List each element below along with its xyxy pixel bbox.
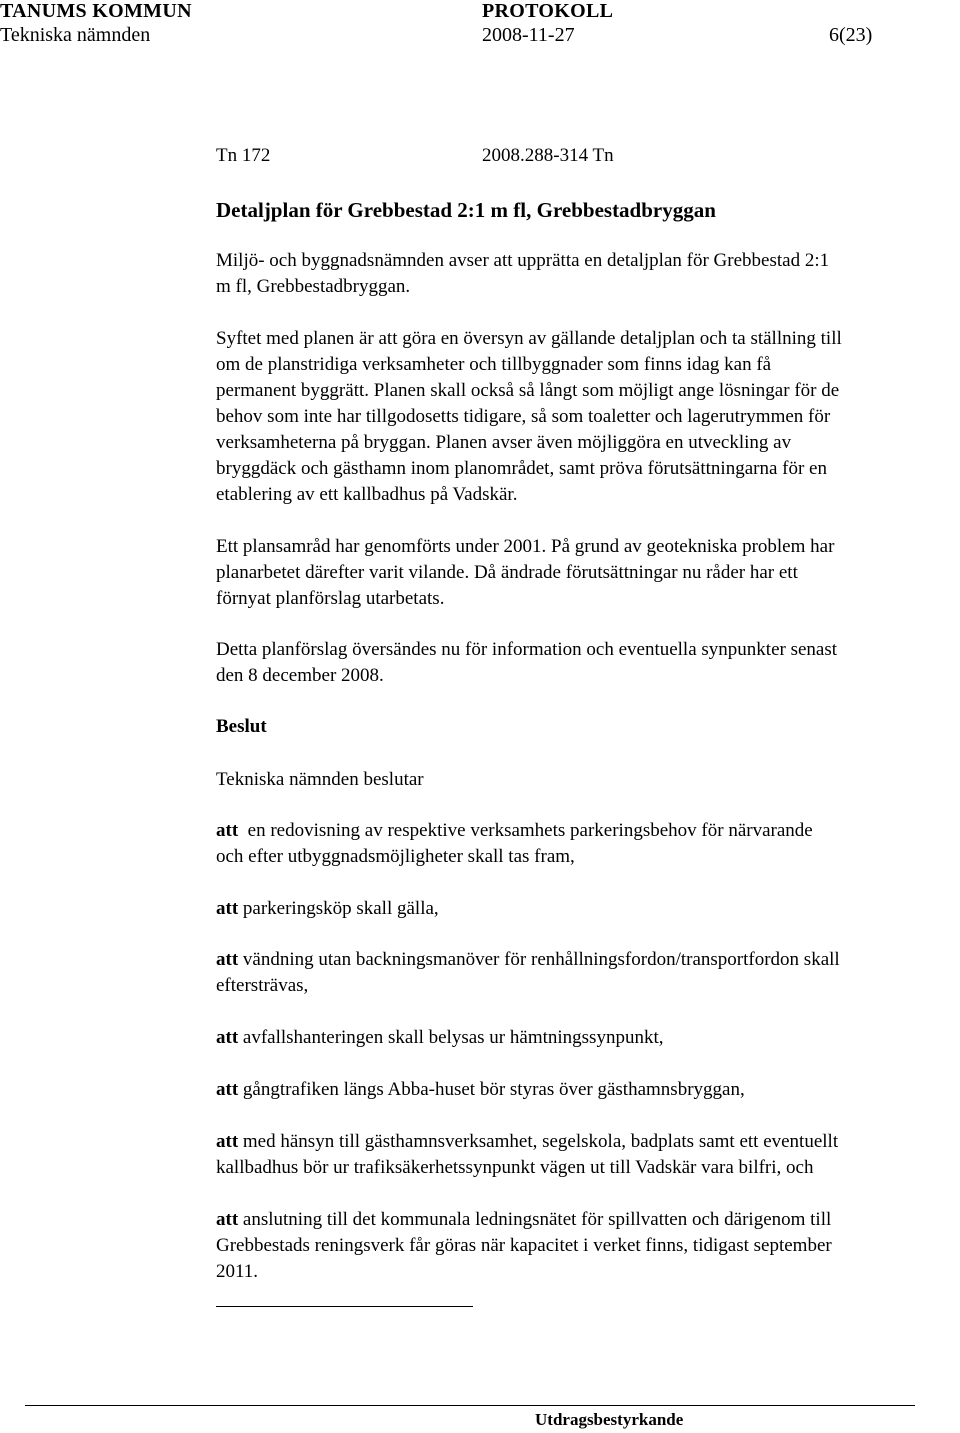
decision-intro: Tekniska nämnden beslutar <box>216 769 424 790</box>
text-line: Grebbestads reningsverk får göras när kapacitet i verket finns, tidigast september <box>216 1235 832 1256</box>
text-line: och efter utbyggnadsmöjligheter skall tas fram, <box>216 846 575 867</box>
text-line: att gångtrafiken längs Abba-huset bör styras över gästhamnsbryggan, <box>216 1079 745 1100</box>
footer-divider <box>25 1405 915 1406</box>
page-number: 6(23) <box>829 24 873 46</box>
text-line: Syftet med planen är att göra en översyn av gällande detaljplan och ta ställning till <box>216 328 842 349</box>
footer-label: Utdragsbestyrkande <box>535 1410 684 1429</box>
text-line: förnyat planförslag utarbetats. <box>216 588 445 609</box>
text-line: att med hänsyn till gästhamnsverksamhet, segelskola, badplats samt ett eventuellt <box>216 1131 839 1152</box>
text-line: eftersträvas, <box>216 975 309 996</box>
meeting-date: 2008-11-27 <box>482 24 575 46</box>
text-line: att anslutning till det kommunala ledningsnätet för spillvatten och därigenom till <box>216 1209 832 1230</box>
decision-item <box>216 1129 960 1181</box>
paragraph-intro <box>216 248 960 300</box>
text-line: den 8 december 2008. <box>216 665 384 686</box>
decision-heading: Beslut <box>216 716 267 737</box>
decision-item <box>216 818 960 870</box>
case-number: Tn 172 <box>216 145 271 166</box>
att-keyword: att <box>216 898 239 919</box>
text-line: att parkeringsköp skall gälla, <box>216 898 439 919</box>
text-line: permanent byggrätt. Planen skall också så långt som möjligt ange lösningar för de <box>216 380 840 401</box>
case-title: Detaljplan för Grebbestad 2:1 m fl, Grebbestadbryggan <box>216 198 716 222</box>
text-line: kallbadhus bör ur trafiksäkerhetssynpunkt vägen ut till Vadskär vara bilfri, och <box>216 1157 814 1178</box>
signature-line <box>216 1306 473 1307</box>
text-line: att avfallshanteringen skall belysas ur hämtningssynpunkt, <box>216 1027 664 1048</box>
text-line: om de planstridiga verksamheter och tillbyggnader som finns idag kan få <box>216 354 772 375</box>
text-line: 2011. <box>216 1261 259 1282</box>
decision-item <box>216 1025 960 1051</box>
text-line: Detta planförslag översändes nu för information och eventuella synpunkter senast <box>216 639 838 660</box>
text-line: etablering av ett kallbadhus på Vadskär. <box>216 484 518 505</box>
text-line: att en redovisning av respektive verksamhets parkeringsbehov för närvarande <box>216 820 813 841</box>
text-line: verksamheterna på bryggan. Planen avser även möjliggöra en utveckling av <box>216 432 792 453</box>
att-keyword: att <box>216 820 239 841</box>
paragraph-history <box>216 534 960 612</box>
att-keyword: att <box>216 949 239 970</box>
text-line: m fl, Grebbestadbryggan. <box>216 276 411 297</box>
text-line: Miljö- och byggnadsnämnden avser att upprätta en detaljplan för Grebbestad 2:1 <box>216 250 830 271</box>
att-keyword: att <box>216 1131 239 1152</box>
decision-intro-block <box>216 767 960 793</box>
paragraph-consultation <box>216 637 960 689</box>
case-reference <box>216 143 614 169</box>
decision-item <box>216 1077 960 1103</box>
att-keyword: att <box>216 1079 239 1100</box>
document-type: PROTOKOLL <box>482 0 614 22</box>
decision-item <box>216 947 960 999</box>
paragraph-purpose <box>216 326 960 508</box>
decision-item <box>216 1207 960 1285</box>
text-line: behov som inte har tillgodosetts tidigare, så som toaletter och lagerutrymmen för <box>216 406 831 427</box>
text-line: att vändning utan backningsmanöver för renhållningsfordon/transportfordon skall <box>216 949 840 970</box>
att-keyword: att <box>216 1209 239 1230</box>
text-line: planarbetet därefter varit vilande. Då ändrade förutsättningar nu råder har ett <box>216 562 798 583</box>
diary-number: 2008.288-314 Tn <box>482 145 614 166</box>
text-line: Ett plansamråd har genomförts under 2001. På grund av geotekniska problem har <box>216 536 835 557</box>
committee-name: Tekniska nämnden <box>0 24 151 46</box>
att-keyword: att <box>216 1027 239 1048</box>
text-line: bryggdäck och gästhamn inom planområdet, samt pröva förutsättningarna för en <box>216 458 827 479</box>
decision-item <box>216 896 960 922</box>
municipality-name: TANUMS KOMMUN <box>0 0 192 22</box>
decision-section <box>216 714 960 740</box>
